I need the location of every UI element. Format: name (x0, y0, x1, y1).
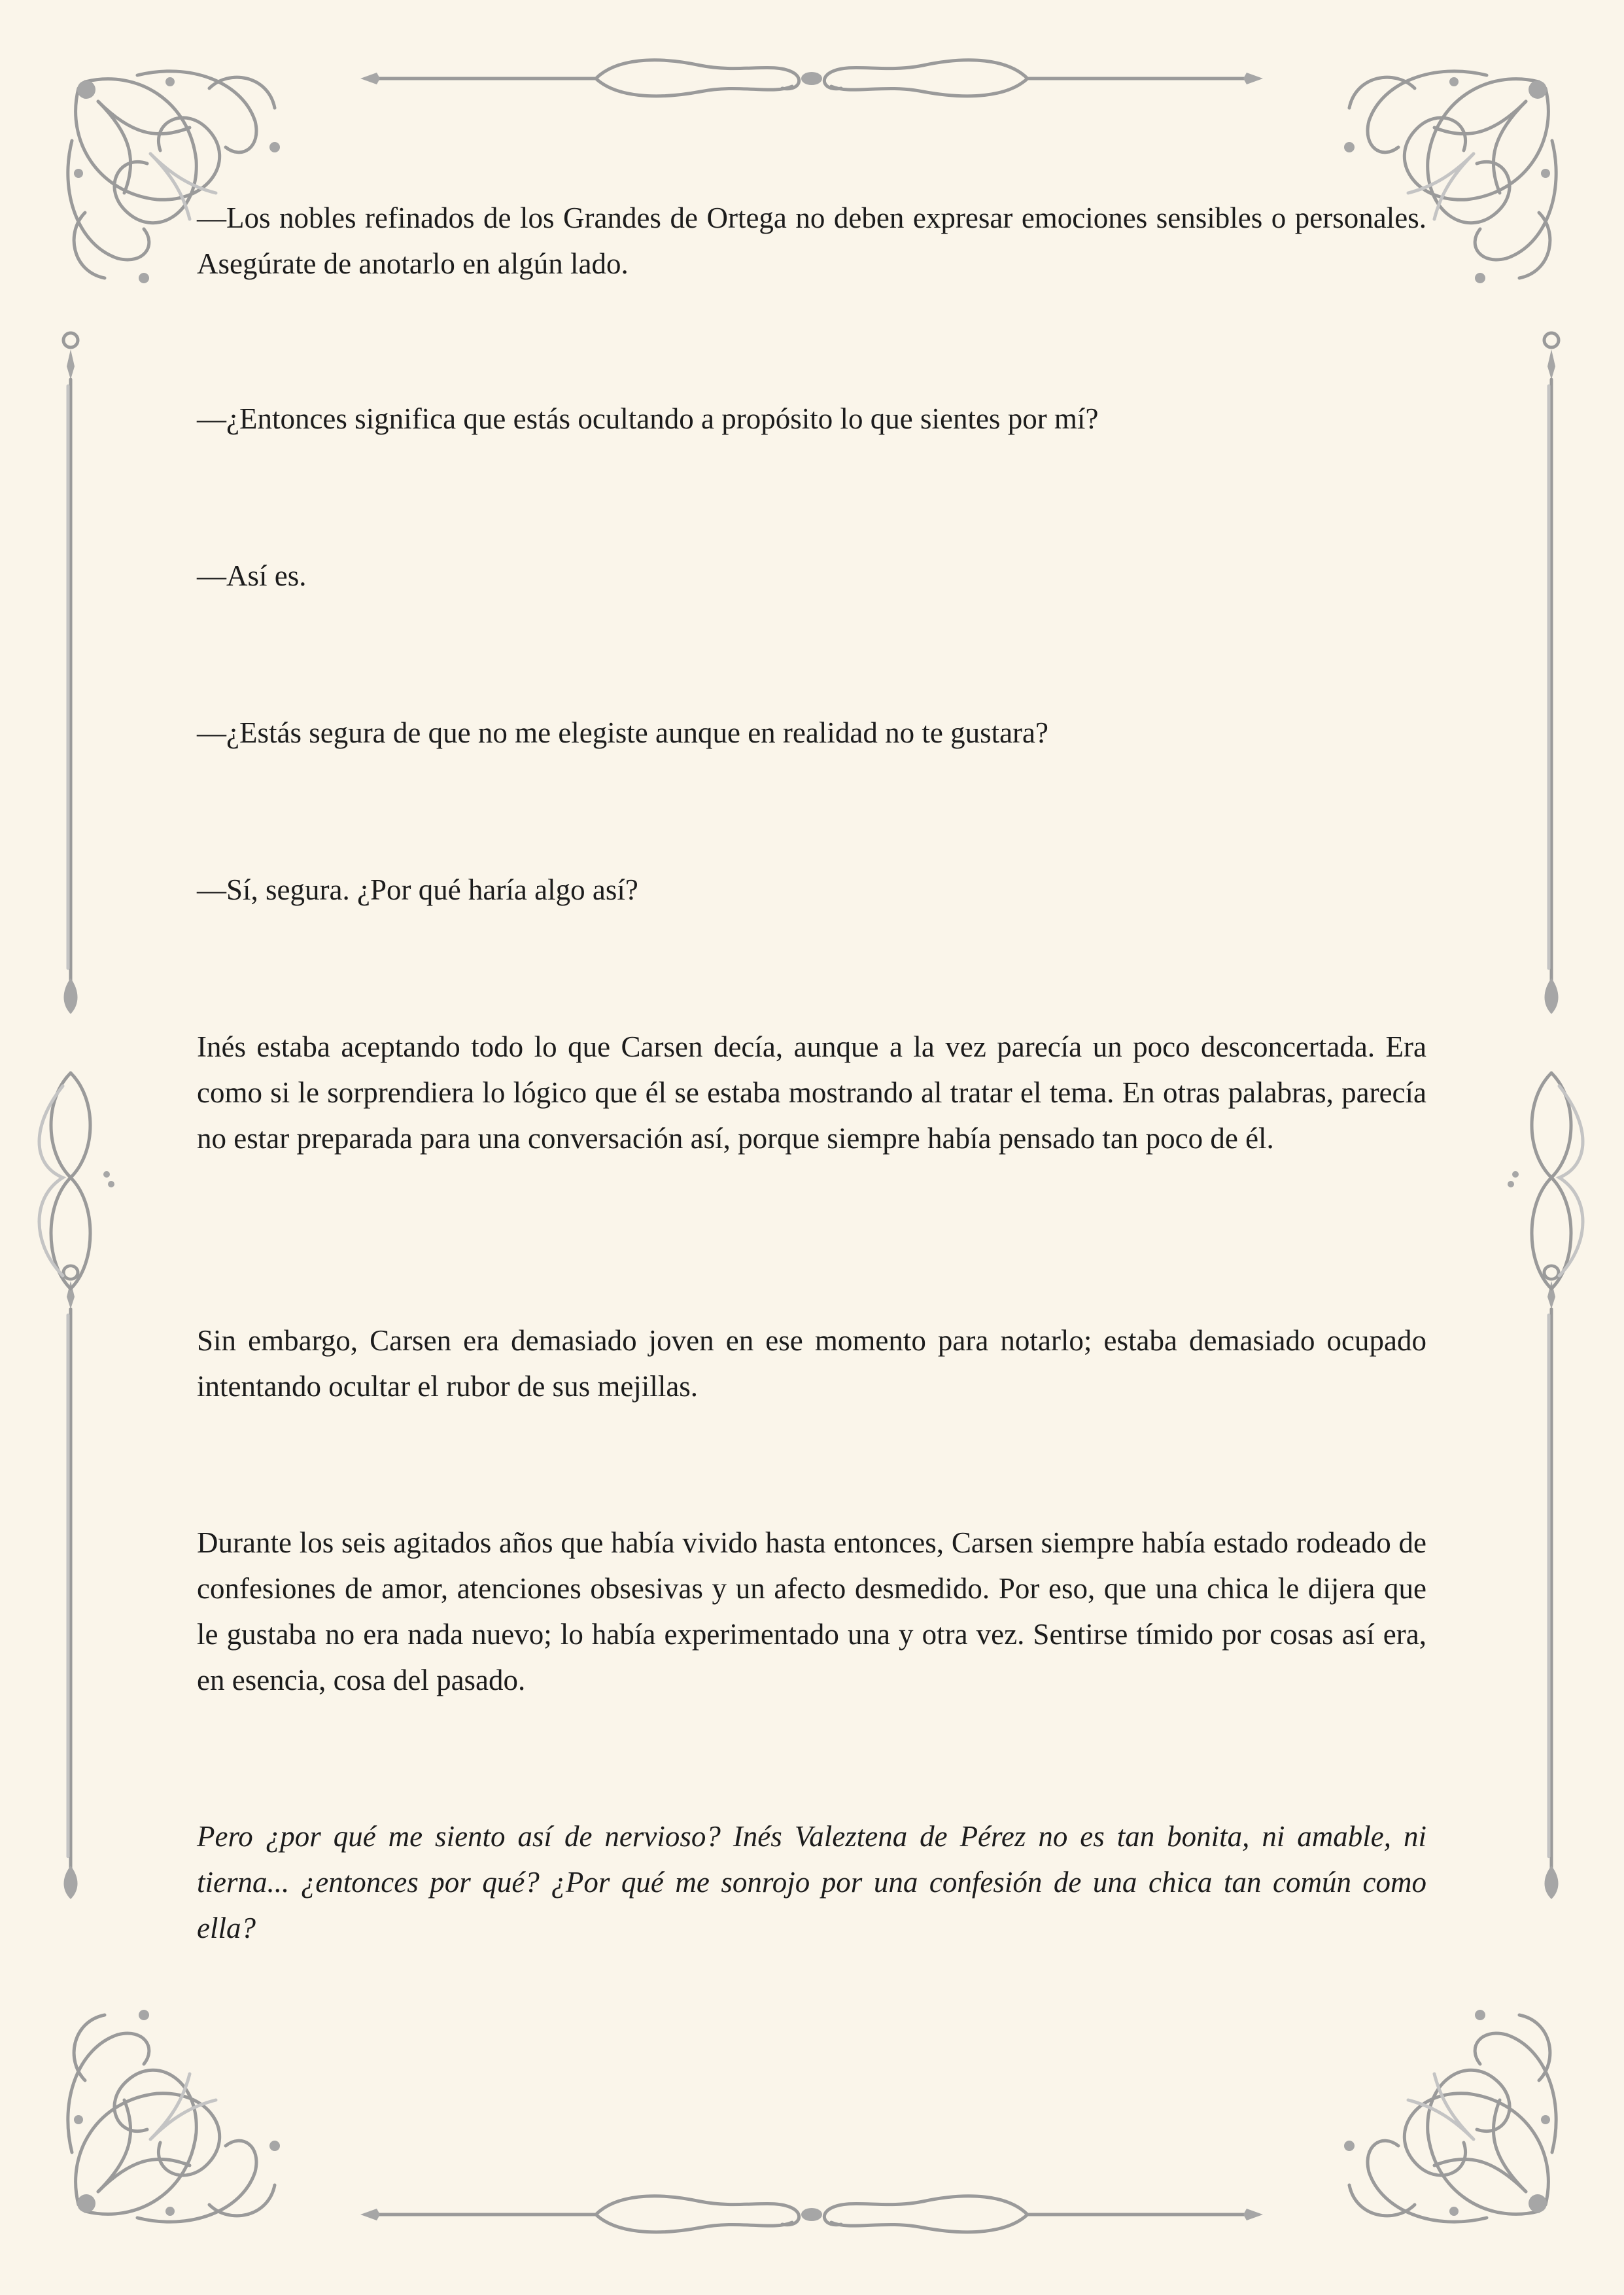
infinity-knot-icon (39, 1073, 114, 1289)
paragraph-3: —Así es. (197, 559, 307, 592)
paragraph-7: Sin embargo, Carsen era demasiado joven en ese momento para notarlo; estaba demasiado ocupado intentando ocultar el rubor de sus mejillas. (197, 1324, 1426, 1403)
paragraph-8: Durante los seis agitados años que había vivido hasta entonces, Carsen siempre había estado rodeado de confesiones de amor, atenciones obsesivas y un afecto desmedido. Por eso, que una chica le dijera que le gustaba no era nada nuevo; lo había experimentado una y otra vez. Sentirse tímido por cosas así era, en esencia, cosa del pasado. (197, 1526, 1426, 1696)
paragraph-9: Pero ¿por qué me siento así de nervioso? Inés Valeztena de Pérez no es tan bonita, ni amable, ni tierna... ¿entonces por qué? ¿Por qué me sonrojo por una confesión de una chica tan común como ella? (197, 1820, 1426, 1944)
paragraph-4: —¿Estás segura de que no me elegiste aunque en realidad no te gustara? (197, 716, 1048, 749)
pendant-rod-icon (63, 333, 78, 1014)
scroll-divider-icon (360, 60, 1263, 96)
paragraph-1: —Los nobles refinados de los Grandes de Ortega no deben expresar emociones sensibles o personales. Asegúrate de anotarlo en algún lado. (197, 201, 1426, 280)
paragraph-6: Inés estaba aceptando todo lo que Carsen decía, aunque a la vez parecía un poco desconcertada. Era como si le sorprendiera lo lógico que él se estaba mostrando al tratar el tema. En otras palabras, parecía no estar preparada para una conversación así, porque siempre había pensado tan poco de él. (197, 1030, 1426, 1155)
pendant-rod-icon (1544, 1266, 1559, 1899)
paragraph-2: —¿Entonces significa que estás ocultando a propósito lo que sientes por mí? (197, 402, 1099, 435)
pendant-rod-icon (1544, 333, 1559, 1014)
corner-flourish-icon (1344, 2010, 1556, 2222)
pendant-rod-icon (63, 1266, 78, 1899)
paragraph-5: —Sí, segura. ¿Por qué haría algo así? (197, 873, 638, 906)
scroll-divider-icon (360, 2196, 1263, 2232)
infinity-knot-icon (1508, 1073, 1583, 1289)
corner-flourish-icon (68, 2010, 280, 2222)
